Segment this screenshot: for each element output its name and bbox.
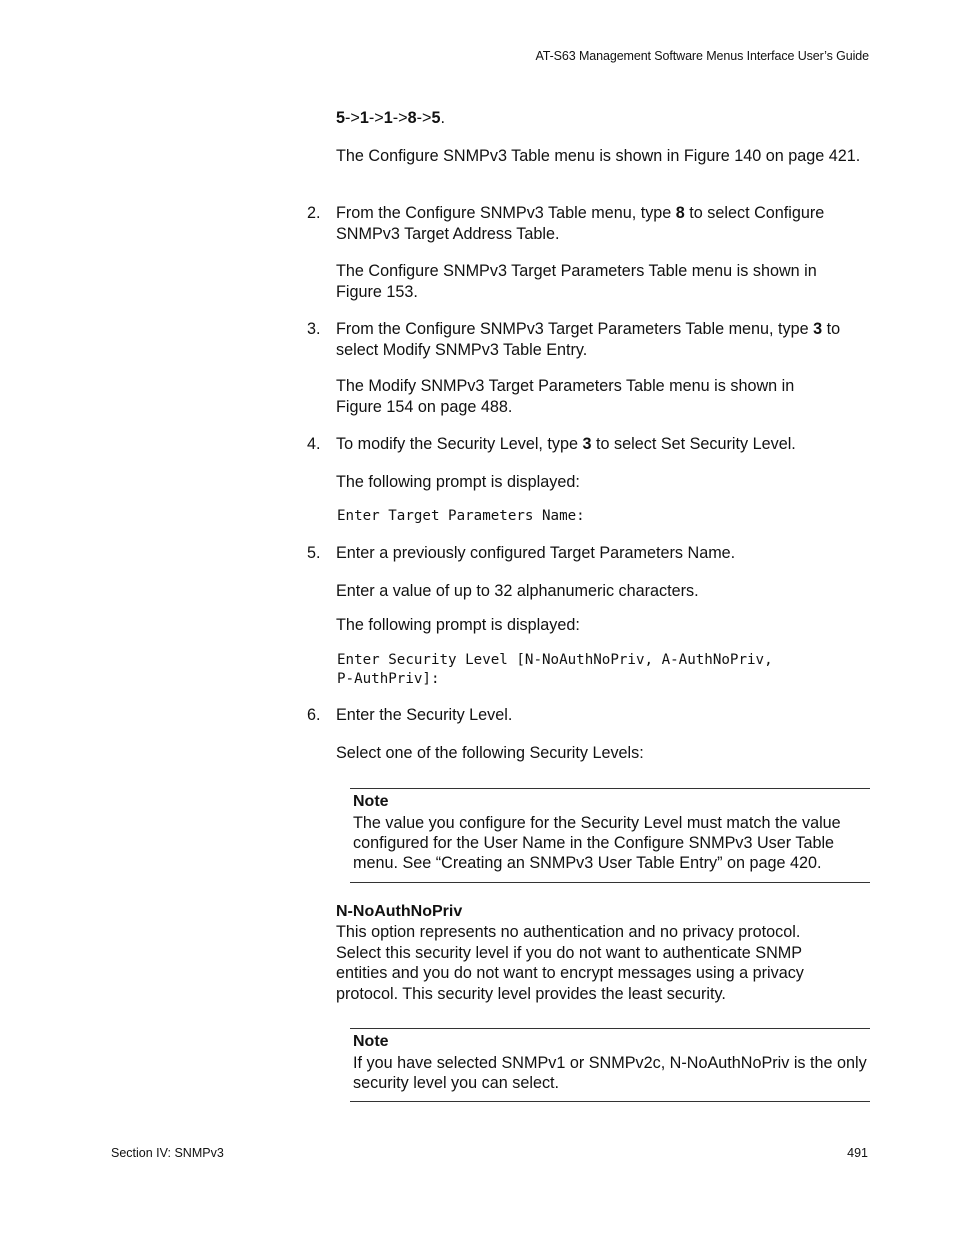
page-number: 491 bbox=[847, 1146, 868, 1160]
note-title: Note bbox=[353, 793, 389, 810]
step-number: 6. bbox=[307, 706, 321, 724]
prompt-text: P-AuthPriv]: bbox=[337, 671, 440, 687]
prompt-text: Enter Target Parameters Name: bbox=[337, 508, 585, 524]
step-text: Enter the Security Level. bbox=[336, 706, 513, 724]
option-body: This option represents no authentication and no privacy protocol. Select this security level if you do not want to authenticate SNMP entities and you do not want to encrypt messages using a privacy protocol. This security level provides the least security. bbox=[336, 923, 804, 1003]
prompt-text: Enter Security Level [N-NoAuthNoPriv, A-AuthNoPriv, bbox=[337, 652, 773, 668]
step-number: 4. bbox=[307, 435, 321, 453]
footer-section: Section IV: SNMPv3 bbox=[111, 1146, 224, 1160]
step-number: 3. bbox=[307, 320, 321, 338]
step-text: Enter a previously configured Target Parameters Name. bbox=[336, 544, 736, 562]
running-header: AT-S63 Management Software Menus Interface User’s Guide bbox=[535, 49, 869, 63]
step-text: To modify the Security Level, type 3 to select Set Security Level. bbox=[336, 435, 796, 453]
step-note: The following prompt is displayed: bbox=[336, 473, 580, 491]
step-note: The following prompt is displayed: bbox=[336, 616, 580, 634]
step-note: Select one of the following Security Levels: bbox=[336, 744, 644, 762]
step-number: 5. bbox=[307, 544, 321, 562]
note-title: Note bbox=[353, 1033, 389, 1050]
intro-paragraph: The Configure SNMPv3 Table menu is shown in Figure 140 on page 421. bbox=[336, 147, 861, 165]
note-box bbox=[350, 788, 870, 883]
step-note: The Configure SNMPv3 Target Parameters Table menu is shown in Figure 153. bbox=[336, 262, 817, 301]
option-title: N-NoAuthNoPriv bbox=[336, 903, 463, 920]
step-note: Enter a value of up to 32 alphanumeric characters. bbox=[336, 582, 699, 600]
menu-path: 5->1->1->8->5. bbox=[336, 109, 446, 127]
note-box bbox=[350, 1028, 870, 1102]
step-number: 2. bbox=[307, 204, 321, 222]
step-text: From the Configure SNMPv3 Table menu, type 8 to select Configure SNMPv3 Target Address Table. bbox=[336, 204, 825, 243]
step-note: The Modify SNMPv3 Target Parameters Table menu is shown in Figure 154 on page 488. bbox=[336, 377, 795, 416]
note-body: The value you configure for the Security Level must match the value configured for the User Name in the Configure SNMPv3 User Table menu. See “Creating an SNMPv3 User Table Entry” on page 420. bbox=[353, 814, 841, 873]
step-text: From the Configure SNMPv3 Target Parameters Table menu, type 3 to select Modify SNMPv3 Table Entry. bbox=[336, 320, 841, 359]
note-body: If you have selected SNMPv1 or SNMPv2c, N-NoAuthNoPriv is the only security level you can select. bbox=[353, 1054, 867, 1093]
